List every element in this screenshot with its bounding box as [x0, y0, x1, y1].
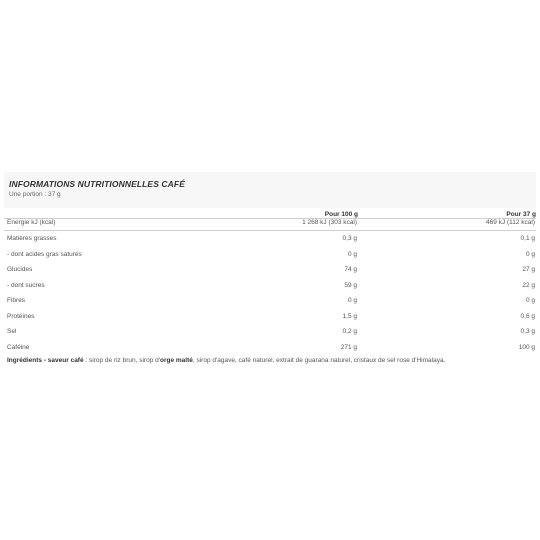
table-row — [4, 247, 536, 263]
ingredients-line — [4, 357, 536, 364]
nutrient-name: Protéines — [7, 312, 35, 320]
value-per-portion: 27 g — [522, 266, 535, 274]
nutrient-name: Matières grasses — [7, 235, 57, 243]
ingredients-text-1: : sirop de riz brun, sirop d' — [83, 357, 160, 364]
value-per-portion: 0,1 g — [520, 235, 535, 243]
ingredients-bold: orge malté — [159, 357, 193, 364]
value-per-100g: 0 g — [347, 297, 357, 305]
table-row — [4, 219, 536, 231]
table-row — [4, 262, 536, 278]
value-per-portion: 100 g — [518, 343, 535, 351]
nutrient-name: Glucides — [7, 266, 33, 274]
table-row — [4, 293, 536, 309]
value-per-100g: 0 g — [347, 250, 357, 258]
nutrition-table — [4, 208, 536, 355]
table-row — [4, 340, 536, 356]
value-per-100g: 1,5 g — [342, 312, 357, 320]
ingredients-text-2: , sirop d'agave, café naturel, extrait de guarana naturel, cristaux de sel rose d'Himalaya. — [192, 357, 446, 364]
value-per-100g: 271 g — [340, 343, 357, 351]
nutrient-name: - dont sucres — [7, 281, 45, 289]
value-per-100g: 0,2 g — [342, 328, 357, 336]
nutrition-panel — [4, 172, 536, 364]
ingredients-label: Ingrédients - saveur café — [7, 357, 84, 364]
value-per-portion: 469 kJ (112 kcal) — [358, 219, 536, 231]
value-per-portion: 0,6 g — [520, 312, 535, 320]
value-per-100g: 74 g — [344, 266, 357, 274]
table-row — [4, 278, 536, 294]
table-row — [4, 309, 536, 325]
value-per-portion: 0 g — [525, 297, 535, 305]
value-per-100g: 0,3 g — [342, 235, 357, 243]
nutrition-title: INFORMATIONS NUTRITIONNELLES CAFÉ — [9, 179, 185, 189]
column-header-per-100g: Pour 100 g — [207, 208, 358, 219]
nutrition-header — [4, 172, 536, 208]
value-per-portion: 0 g — [525, 250, 535, 258]
value-per-portion: 0,3 g — [520, 328, 535, 336]
table-row — [4, 231, 536, 247]
column-header-per-portion: Pour 37 g — [358, 208, 536, 219]
column-header-nutrient — [4, 208, 207, 219]
nutrient-name: Sel — [7, 328, 17, 336]
portion-subtitle: Une portion : 37 g — [9, 191, 61, 198]
nutrient-name: - dont acides gras saturés — [7, 250, 82, 258]
value-per-100g: 59 g — [344, 281, 357, 289]
nutrient-name: Caféine — [7, 343, 30, 351]
nutrient-name: Energie kJ (kcal) — [4, 219, 207, 231]
table-row — [4, 324, 536, 340]
value-per-100g: 1 268 kJ (303 kcal) — [207, 219, 358, 231]
value-per-portion: 22 g — [522, 281, 535, 289]
nutrient-name: Fibres — [7, 297, 26, 305]
